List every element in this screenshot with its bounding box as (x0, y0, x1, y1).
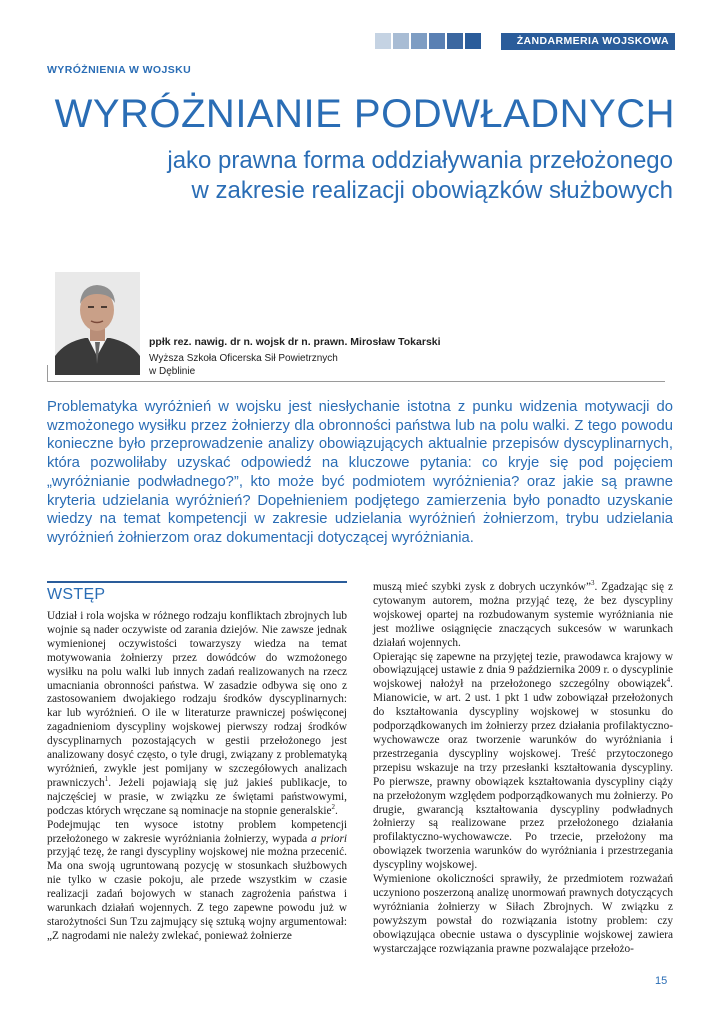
body-text: . (335, 804, 338, 817)
body-text: Podejmując ten wysoce istotny problem kompetencji przełożonego w zakresie wyróżniania żołnierzy, wypada (47, 818, 347, 845)
body-text: . Zgadzając się z cytowanym autorem, można przyjąć tezę, że bez dyscypliny wojskowej opartej na rozbudowanym systemie wyróżniania nie jest możliwe osiągnięcie znaczących sukcesów w warunkach działań wojennych. (373, 581, 673, 649)
footnote-ref: 3 (590, 579, 595, 588)
body-paragraph: Wymienione okoliczności sprawiły, że przedmiotem rozważań uczyniono poszerzoną analizę unormowań prawnych dotyczących wyróżniania żołnierzy w Siłach Zbrojnych. W związku z powyższym powstał do rozwiązania istotny problem: czy obowiązująca obecnie ustawa o dyscyplinie wojskowej zawiera wystarczające rozwiązania prawne pozwalające przełożo- (373, 873, 673, 955)
page-number: 15 (655, 975, 668, 987)
header-square (375, 33, 391, 49)
header-square (429, 33, 445, 49)
lead-paragraph: Problematyka wyróżnień w wojsku jest niesłychanie istotna z punku widzenia motywacji do wzmożonego wysiłku przez żołnierzy dla obronności państwa lub na polu walki. Z tego powodu konieczne było przeprowadzenie analizy obowiązujących aktualnie przepisów dyscyplinarnych, która pozwoliłaby uzyskać odpowiedź na kluczowe pytania: co kryje się pod pojęciem „wyróżnianie podwładnego?”, kto może być podmiotem wyróżnienia? oraz jakie są prawne kryteria udzielania wyróżnień? Dopełnieniem podjętego zamierzenia było ponadto uzyskanie wiedzy na temat kompetencji w zakresie udzielania wyróżnień żołnierzom, trybu udzielania wyróżnień żołnierzom oraz dokumentacji dotyczącej wyróżniania. (47, 399, 673, 546)
header-decor-squares (375, 33, 481, 49)
section-heading: WSTĘP (47, 581, 347, 605)
author-divider-vertical (47, 365, 48, 382)
body-paragraph (373, 651, 673, 874)
header-square (447, 33, 463, 49)
subtitle-line: w zakresie realizacji obowiązków służbowych (191, 177, 673, 204)
subtitle-line: jako prawna forma oddziaływania przełożonego (167, 147, 673, 174)
body-text: . Mianowicie, w art. 2 ust. 1 pkt 1 udw zobowiązał przełożonych do kształtowania dyscypliny wojskowej w stosunku do podporządkowanych im żołnierzy przez działania profilaktyczno-wychowawcze oraz tworzenie warunków do wyróżniania i przestrzegania dyscypliny wojskowej. Treść przytoczonego przepisu wskazuje na trzy przesłanki kształtowania dyscypliny. Po pierwsze, prawny obowiązek kształtowania dyscypliny ciąży na przełożonym względem podporządkowanych mu żołnierzy. Po drugie, gwarancją kształtowania dyscypliny podwładnych żołnierzy są realizowane przez przełożonego działania profilaktyczno-wychowawcze. Po trzecie, przełożony ma obowiązek tworzenia warunków do wyróżniania i przestrzegania dyscypliny wojskowej. (373, 678, 673, 872)
body-paragraph (47, 819, 347, 944)
body-text: przyjąć tezę, że rangi dyscypliny wojskowej nie można przecenić. Ma ona swoją ugruntowaną pozycję w stosunkach służbowych nie tylko w czasie pokoju, ale przede wszystkim w czasie realizacji zadań bojowych w stanach zagrożenia państwa i warunkach działań wojennych. Z tego zapewne powodu już w starożytności Sun Tzu zajmujący się sztuką wojny argumentował: „Z nagrodami nie należy zwlekać, ponieważ żołnierze (47, 846, 347, 942)
article-title: WYRÓŻNIANIE PODWŁADNYCH (54, 92, 675, 136)
body-column-left (47, 581, 347, 944)
body-paragraph (373, 581, 673, 651)
section-label: WYRÓŻNIENIA W WOJSKU (47, 64, 192, 76)
author-photo (55, 272, 140, 375)
body-text: muszą mieć szybki zysk z dobrych uczynków” (373, 581, 591, 593)
body-column-right (373, 581, 673, 956)
publication-name: ŻANDARMERIA WOJSKOWA (501, 33, 675, 50)
footnote-ref: 4 (666, 676, 671, 685)
emphasis-text: a priori (311, 832, 347, 845)
footnote-ref: 1 (104, 775, 109, 784)
body-text: Udział i rola wojska w różnego rodzaju konfliktach zbrojnych lub wojnie są nader oczywiste od zarania dziejów. Nie zawsze jednak wymienionej oczywistości towarzyszy wiedza na temat motywowania żołnierzy przez dowódców do wzmożonego wysiłku na polu walki lub innych zadań realizowanych na rzecz umacniania obronności państwa. W zasadzie odbywa się ono z zastosowaniem dwojakiego rodzaju środków dyscyplinarnych: kar lub wyróżnień. O ile w literaturze prawniczej poświęconej zagadnieniom dyscypliny wojskowej pierwszy rodzaj środków dyscyplinarnych pozostających w gestii przełożonego jest analizowany dosyć często, o tyle drugi, związany z problematyką wyróżnień, zwykle jest pomijany w szczegółowych analizach prawniczych (47, 610, 347, 789)
header-square (393, 33, 409, 49)
header-square (465, 33, 481, 49)
affiliation-line: w Dęblinie (149, 366, 196, 377)
author-name: ppłk rez. nawig. dr n. wojsk dr n. prawn. Mirosław Tokarski (149, 336, 441, 348)
body-paragraph (47, 610, 347, 819)
footnote-ref: 2 (331, 802, 335, 811)
body-text: . Jeżeli pojawiają się już jakieś publikacje, to najczęściej w prasie, w związku ze świętami państwowymi, podczas których wręczane są nominacje na stopnie generalskie (47, 776, 347, 817)
author-affiliation (149, 352, 338, 378)
author-divider (47, 381, 665, 382)
body-text: Opierając się zapewne na przyjętej tezie, prawodawca krajowy w obowiązującej ustawie z dnia 9 października 2009 r. o dyscyplinie wojskowej nałożył na przełożonego szczególny obowiązek (373, 650, 673, 691)
affiliation-line: Wyższa Szkoła Oficerska Sił Powietrznych (149, 353, 338, 364)
article-subtitle (40, 146, 673, 206)
header-square (411, 33, 427, 49)
